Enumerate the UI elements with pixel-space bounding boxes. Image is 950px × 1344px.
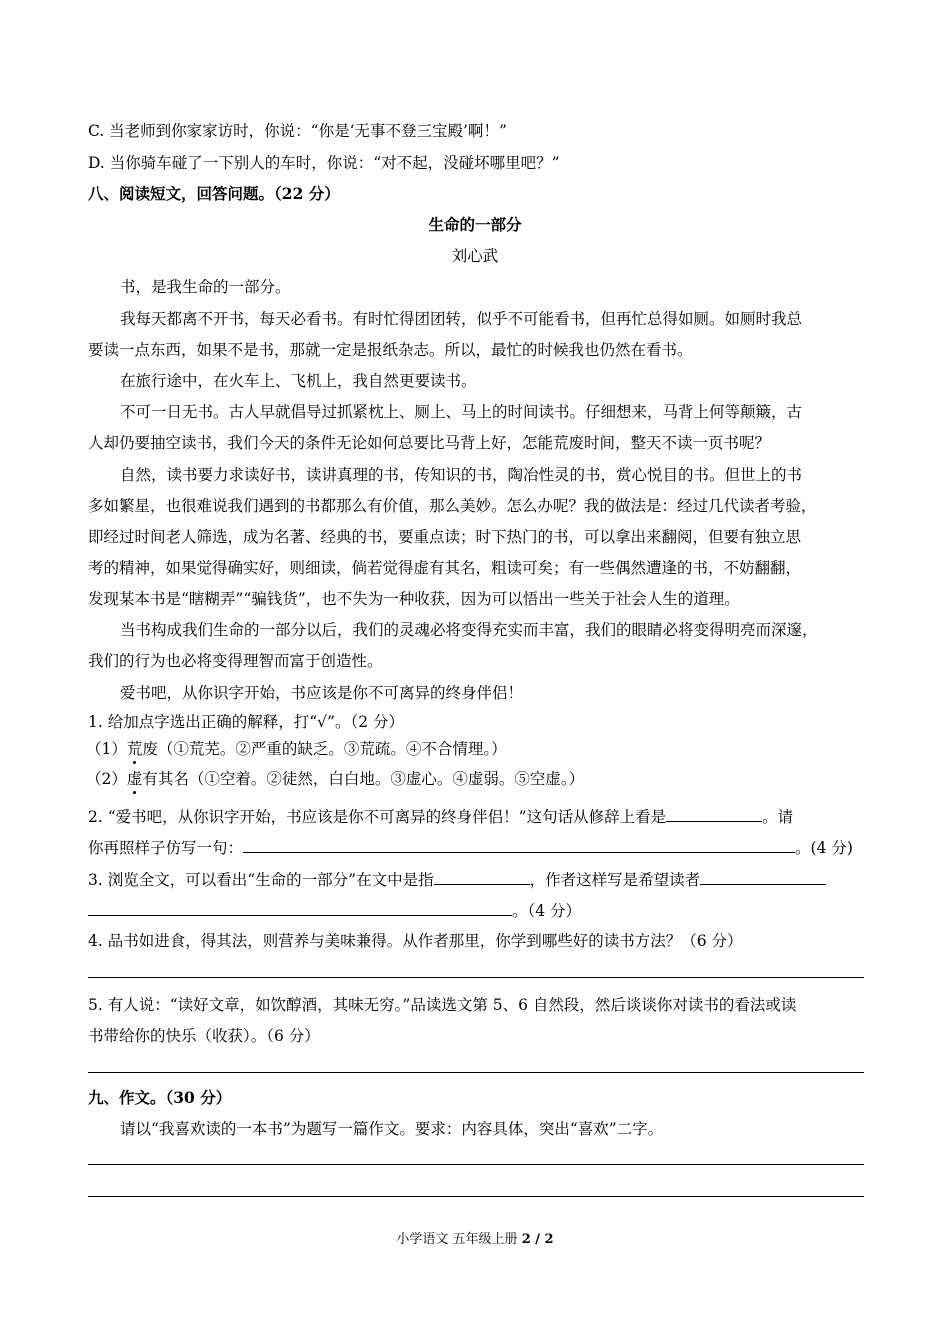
question-4: 4. 品书如进食，得其法，则营养与美味兼得。从作者那里，你学到哪些好的读书方法？（6 分） (88, 932, 743, 950)
question-2-line1-end: 。请 (762, 808, 794, 826)
article-title: 生命的一部分 (428, 215, 522, 234)
question-2-prompt: 你再照样子仿写一句： (88, 839, 244, 857)
paragraph-line: 要读一点东西，如果不是书，那就一定是报纸杂志。所以，最忙的时候我也仍然在看书。 (88, 341, 693, 359)
item-2-rest: 有其名（①空着。②徒然，白白地。③虚心。④虚弱。⑤空虚。） (142, 770, 585, 788)
answer-blank-hope-cont[interactable] (88, 900, 512, 916)
item-1-dotted-char: 荒 (126, 740, 143, 758)
essay-prompt: 请以“我喜欢读的一本书”为题写一篇作文。要求：内容具体，突出“喜欢”二字。 (120, 1120, 664, 1138)
item-2-prefix: （2） (86, 770, 127, 788)
paragraph-line: 人却仍要抽空读书，我们今天的条件无论如何总要比马背上好，怎能荒废时间，整天不读一页书呢？ (88, 434, 771, 452)
page-footer (0, 1228, 950, 1247)
item-1-rest: 废（①荒芜。②严重的缺乏。③荒疏。④不合情理。） (142, 740, 507, 758)
paragraph-line: 考的精神，如果觉得确实好，则细读，倘若觉得虚有其名，粗读可矣；有一些偶然遭逢的书，不妨翻翻， (88, 559, 802, 577)
question-3-text: 3. 浏览全文，可以看出“生命的一部分”在文中是指 (88, 871, 434, 889)
paragraph-line: 不可一日无书。古人早就倡导过抓紧枕上、厕上、马上的时间读书。仔细想来，马背上何等颠簸，古 (120, 403, 803, 421)
paragraph-line: 自然，读书要力求读好书，读讲真理的书，传知识的书，陶冶性灵的书，赏心悦目的书。但世上的书 (120, 466, 803, 484)
paragraph-line: 我们的行为也必将变得理智而富于创造性。 (88, 652, 383, 670)
paragraph-line: 当书构成我们生命的一部分以后，我们的灵魂必将变得充实而丰富，我们的眼睛必将变得明亮而深邃， (120, 621, 818, 639)
answer-blank-rhetoric[interactable] (666, 806, 762, 822)
answer-blank-meaning[interactable] (434, 869, 530, 885)
paragraph-line: 书，是我生命的一部分。 (120, 278, 291, 296)
essay-line-2[interactable] (88, 1196, 864, 1197)
paragraph-line: 多如繁星，也很难说我们遇到的书都那么有价值，那么美妙。怎么办呢？我的做法是：经过几代读者考验， (88, 497, 817, 515)
answer-line-q4[interactable] (88, 977, 864, 978)
question-2-text: 2. “爱书吧，从你识字开始，书应该是你不可离异的终身伴侣！”这句话从修辞上看是 (88, 808, 667, 826)
question-1-item-1 (86, 739, 507, 759)
option-d: D. 当你骑车碰了一下别人的车时，你说：“对不起，没碰坏哪里吧？” (88, 154, 560, 172)
question-3-line-2 (88, 900, 581, 921)
paragraph-line: 发现某本书是“瞎糊弄”“骗钱货”，也不失为一种收获，因为可以悟出一些关于社会人生的道理。 (88, 590, 740, 608)
answer-blank-hope[interactable] (700, 869, 826, 885)
paragraph-line: 我每天都离不开书，每天必看书。有时忙得团团转，似乎不可能看书，但再忙总得如厕。如厕时我总 (120, 310, 803, 328)
essay-line-1[interactable] (88, 1164, 864, 1165)
question-1-stem: 1. 给加点字选出正确的解释，打“√”。（2 分） (88, 713, 404, 731)
footer-subject: 小学语文 五年级上册 (396, 1232, 518, 1247)
paragraph-line: 爱书吧，从你识字开始，书应该是你不可离异的终身伴侣！ (120, 684, 524, 702)
item-1-prefix: （1） (86, 740, 127, 758)
section-8-heading: 八、阅读短文，回答问题。（22 分） (88, 184, 340, 203)
paragraph-line: 即经过时间老人筛选，成为名著、经典的书，要重点读；时下热门的书，可以拿出来翻阅，但要有独立思 (88, 528, 802, 546)
question-2-line-2 (88, 837, 853, 858)
option-c: C. 当老师到你家家访时，你说：“你是‘无事不登三宝殿’啊！” (88, 122, 507, 140)
paragraph-line: 在旅行途中，在火车上、飞机上，我自然更要读书。 (120, 372, 477, 390)
question-1-item-2 (86, 769, 584, 789)
question-3-mid: ，作者这样写是希望读者 (529, 871, 701, 889)
article-author: 刘心武 (451, 247, 499, 265)
answer-blank-imitation[interactable] (243, 837, 795, 853)
answer-line-q5[interactable] (88, 1072, 864, 1073)
question-3-score: 。（4 分） (512, 902, 582, 920)
section-9-heading: 九、作文。（30 分） (88, 1088, 232, 1107)
question-5-line-1: 5. 有人说：“读好文章，如饮醇酒，其味无穷。”品读选文第 5、6 自然段，然后谈谈你对读书的看法或读 (88, 996, 797, 1014)
footer-page-number: 2 / 2 (521, 1232, 554, 1247)
question-5-line-2: 书带给你的快乐（收获）。（6 分） (88, 1027, 320, 1045)
question-2-score: 。(4 分) (795, 839, 853, 857)
question-2-line-1 (88, 806, 793, 827)
item-2-dotted-char: 虚 (126, 770, 143, 788)
question-3-line-1 (88, 869, 826, 890)
